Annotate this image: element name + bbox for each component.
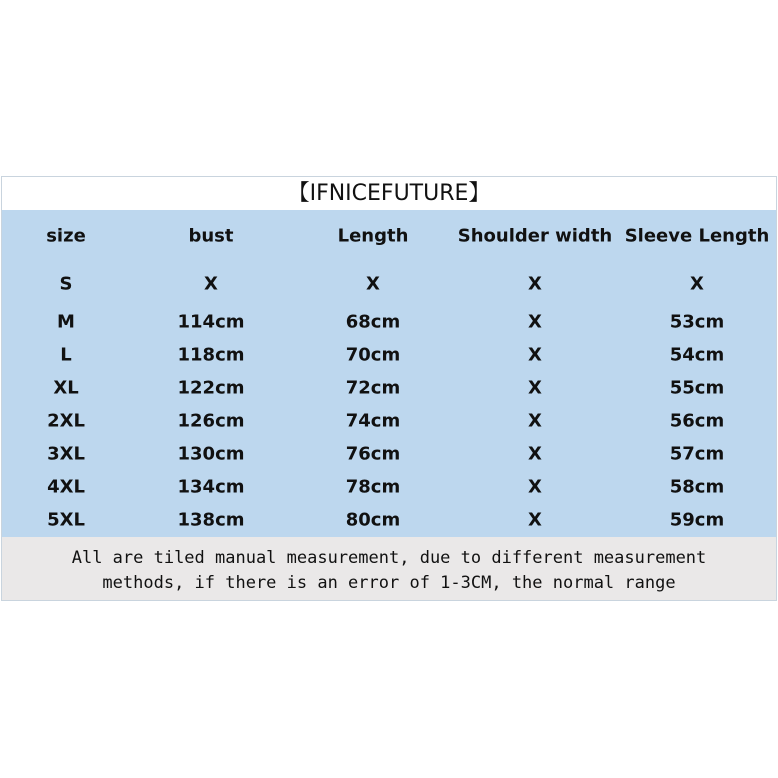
cell-shoulder-width: X bbox=[528, 273, 542, 295]
cell-length: 70cm bbox=[345, 344, 401, 366]
cell-length: 76cm bbox=[345, 443, 401, 465]
size-chart-card bbox=[1, 176, 777, 601]
cell-shoulder-width: X bbox=[528, 410, 542, 432]
cell-bust: 122cm bbox=[177, 377, 245, 399]
cell-length: 72cm bbox=[345, 377, 401, 399]
cell-size: S bbox=[59, 273, 73, 295]
cell-length: X bbox=[366, 273, 380, 295]
header-length: Length bbox=[337, 225, 409, 247]
cell-size: M bbox=[57, 311, 75, 333]
cell-shoulder-width: X bbox=[528, 476, 542, 498]
cell-length: 78cm bbox=[345, 476, 401, 498]
note-line-1: All are tiled manual measurement, due to different measurement bbox=[71, 548, 707, 568]
header-bust: bust bbox=[188, 225, 234, 247]
cell-bust: 138cm bbox=[177, 509, 245, 531]
cell-sleeve-length: 58cm bbox=[669, 476, 725, 498]
header-shoulder-width: Shoulder width bbox=[457, 225, 613, 247]
cell-shoulder-width: X bbox=[528, 377, 542, 399]
cell-sleeve-length: 53cm bbox=[669, 311, 725, 333]
header-sleeve-length: Sleeve Length bbox=[624, 225, 770, 247]
note-line-2: methods, if there is an error of 1-3CM, the normal range bbox=[102, 573, 676, 593]
brand-title: 【IFNICEFUTURE】 bbox=[2, 177, 776, 210]
cell-shoulder-width: X bbox=[528, 443, 542, 465]
cell-length: 74cm bbox=[345, 410, 401, 432]
cell-sleeve-length: 54cm bbox=[669, 344, 725, 366]
cell-bust: X bbox=[204, 273, 218, 295]
measurement-note bbox=[2, 537, 776, 600]
cell-length: 80cm bbox=[345, 509, 401, 531]
cell-size: 3XL bbox=[47, 443, 85, 465]
size-table bbox=[2, 210, 776, 537]
cell-size: 2XL bbox=[47, 410, 85, 432]
cell-bust: 130cm bbox=[177, 443, 245, 465]
header-size: size bbox=[46, 225, 86, 247]
cell-size: 4XL bbox=[47, 476, 85, 498]
cell-sleeve-length: 56cm bbox=[669, 410, 725, 432]
cell-bust: 126cm bbox=[177, 410, 245, 432]
cell-bust: 118cm bbox=[177, 344, 245, 366]
cell-size: L bbox=[60, 344, 72, 366]
cell-shoulder-width: X bbox=[528, 344, 542, 366]
cell-sleeve-length: 59cm bbox=[669, 509, 725, 531]
cell-sleeve-length: X bbox=[690, 273, 704, 295]
cell-size: 5XL bbox=[47, 509, 85, 531]
cell-size: XL bbox=[53, 377, 79, 399]
cell-shoulder-width: X bbox=[528, 311, 542, 333]
cell-shoulder-width: X bbox=[528, 509, 542, 531]
cell-sleeve-length: 57cm bbox=[669, 443, 725, 465]
cell-bust: 134cm bbox=[177, 476, 245, 498]
cell-sleeve-length: 55cm bbox=[669, 377, 725, 399]
cell-length: 68cm bbox=[345, 311, 401, 333]
cell-bust: 114cm bbox=[177, 311, 245, 333]
